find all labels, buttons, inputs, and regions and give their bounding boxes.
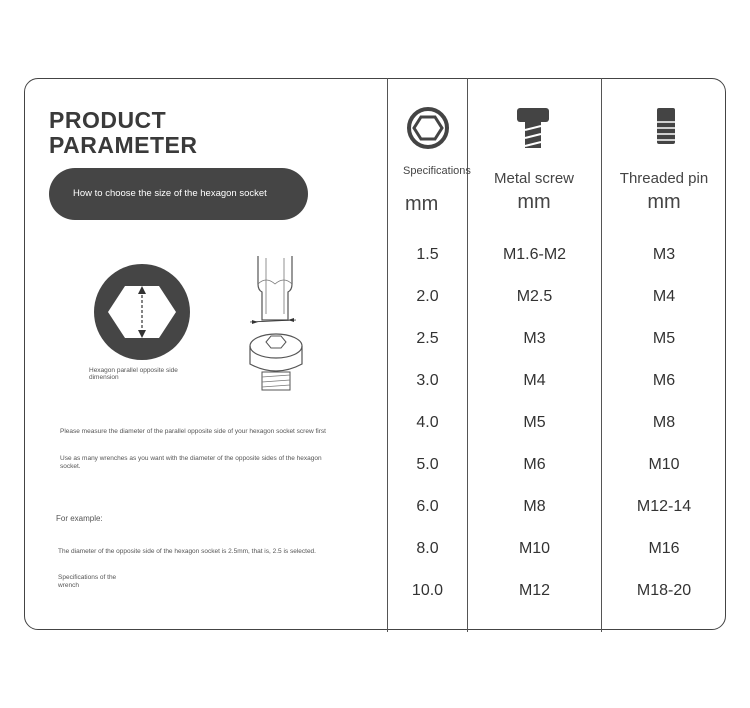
threaded-pin-value: M4	[652, 288, 676, 305]
threaded-pin-value: M18-20	[636, 582, 692, 599]
wrenches-note: Use as many wrenches as you want with the diameter of the opposite sides of the hexagon socket.	[60, 455, 322, 470]
screw-icon	[515, 106, 551, 150]
hex-caption: Hexagon parallel opposite side dimension	[89, 367, 178, 381]
threaded-pin-unit: mm	[647, 191, 681, 213]
example-text: The diameter of the opposite side of the hexagon socket is 2.5mm, that is, 2.5 is selected.	[58, 548, 316, 555]
spec-column-label: Specifications	[403, 165, 471, 177]
threaded-pin-value: M10	[648, 456, 680, 473]
spec-of-wrench-note: Specifications of the wrench	[58, 574, 117, 589]
threaded-pin-label: Threaded pin	[619, 170, 709, 187]
threaded-pin-icon	[654, 106, 678, 146]
spec-column-unit: mm	[405, 193, 439, 215]
metal-screw-value: M8	[523, 498, 546, 515]
threaded-pin-value: M3	[652, 246, 676, 263]
hexagon-diagram	[94, 264, 190, 360]
title-line-2: PARAMETER	[49, 132, 198, 158]
example-label: For example:	[56, 514, 103, 523]
metal-screw-value: M4	[523, 372, 546, 389]
spec-value: 1.5	[416, 246, 439, 263]
measure-note: Please measure the diameter of the parallel opposite side of your hexagon socket screw first	[60, 428, 326, 435]
title-line-1: PRODUCT	[49, 107, 167, 133]
metal-screw-value: M6	[523, 456, 546, 473]
spec-value: 8.0	[416, 540, 439, 557]
metal-screw-value: M5	[523, 414, 546, 431]
metal-screw-header	[468, 170, 600, 214]
threaded-pin-value: M12-14	[636, 498, 692, 515]
metal-screw-unit: mm	[517, 191, 551, 213]
threaded-pin-header	[602, 170, 726, 214]
spec-value: 10.0	[411, 582, 444, 599]
threaded-pin-value: M16	[648, 540, 680, 557]
metal-screw-value: M2.5	[516, 288, 553, 305]
metal-screw-value: M10	[518, 540, 551, 557]
hexagon-side-icon	[94, 264, 190, 360]
threaded-pin-value: M5	[652, 330, 676, 347]
page-title	[49, 108, 197, 158]
metal-screw-value: M12	[518, 582, 551, 599]
spec-value: 2.0	[416, 288, 439, 305]
hexagon-icon	[406, 106, 450, 150]
threaded-pin-value: M8	[652, 414, 676, 431]
metal-screw-value: M3	[523, 330, 546, 347]
choose-size-banner: How to choose the size of the hexagon socket	[49, 168, 308, 220]
metal-screw-value: M1.6-M2	[502, 246, 567, 263]
threaded-pin-value: M6	[652, 372, 676, 389]
spec-value: 4.0	[416, 414, 439, 431]
metal-screw-label: Metal screw	[493, 170, 575, 187]
spec-value: 3.0	[416, 372, 439, 389]
spec-value: 5.0	[416, 456, 439, 473]
wrench-and-screw-illustration	[236, 254, 306, 394]
spec-value: 2.5	[416, 330, 439, 347]
spec-value: 6.0	[416, 498, 439, 515]
